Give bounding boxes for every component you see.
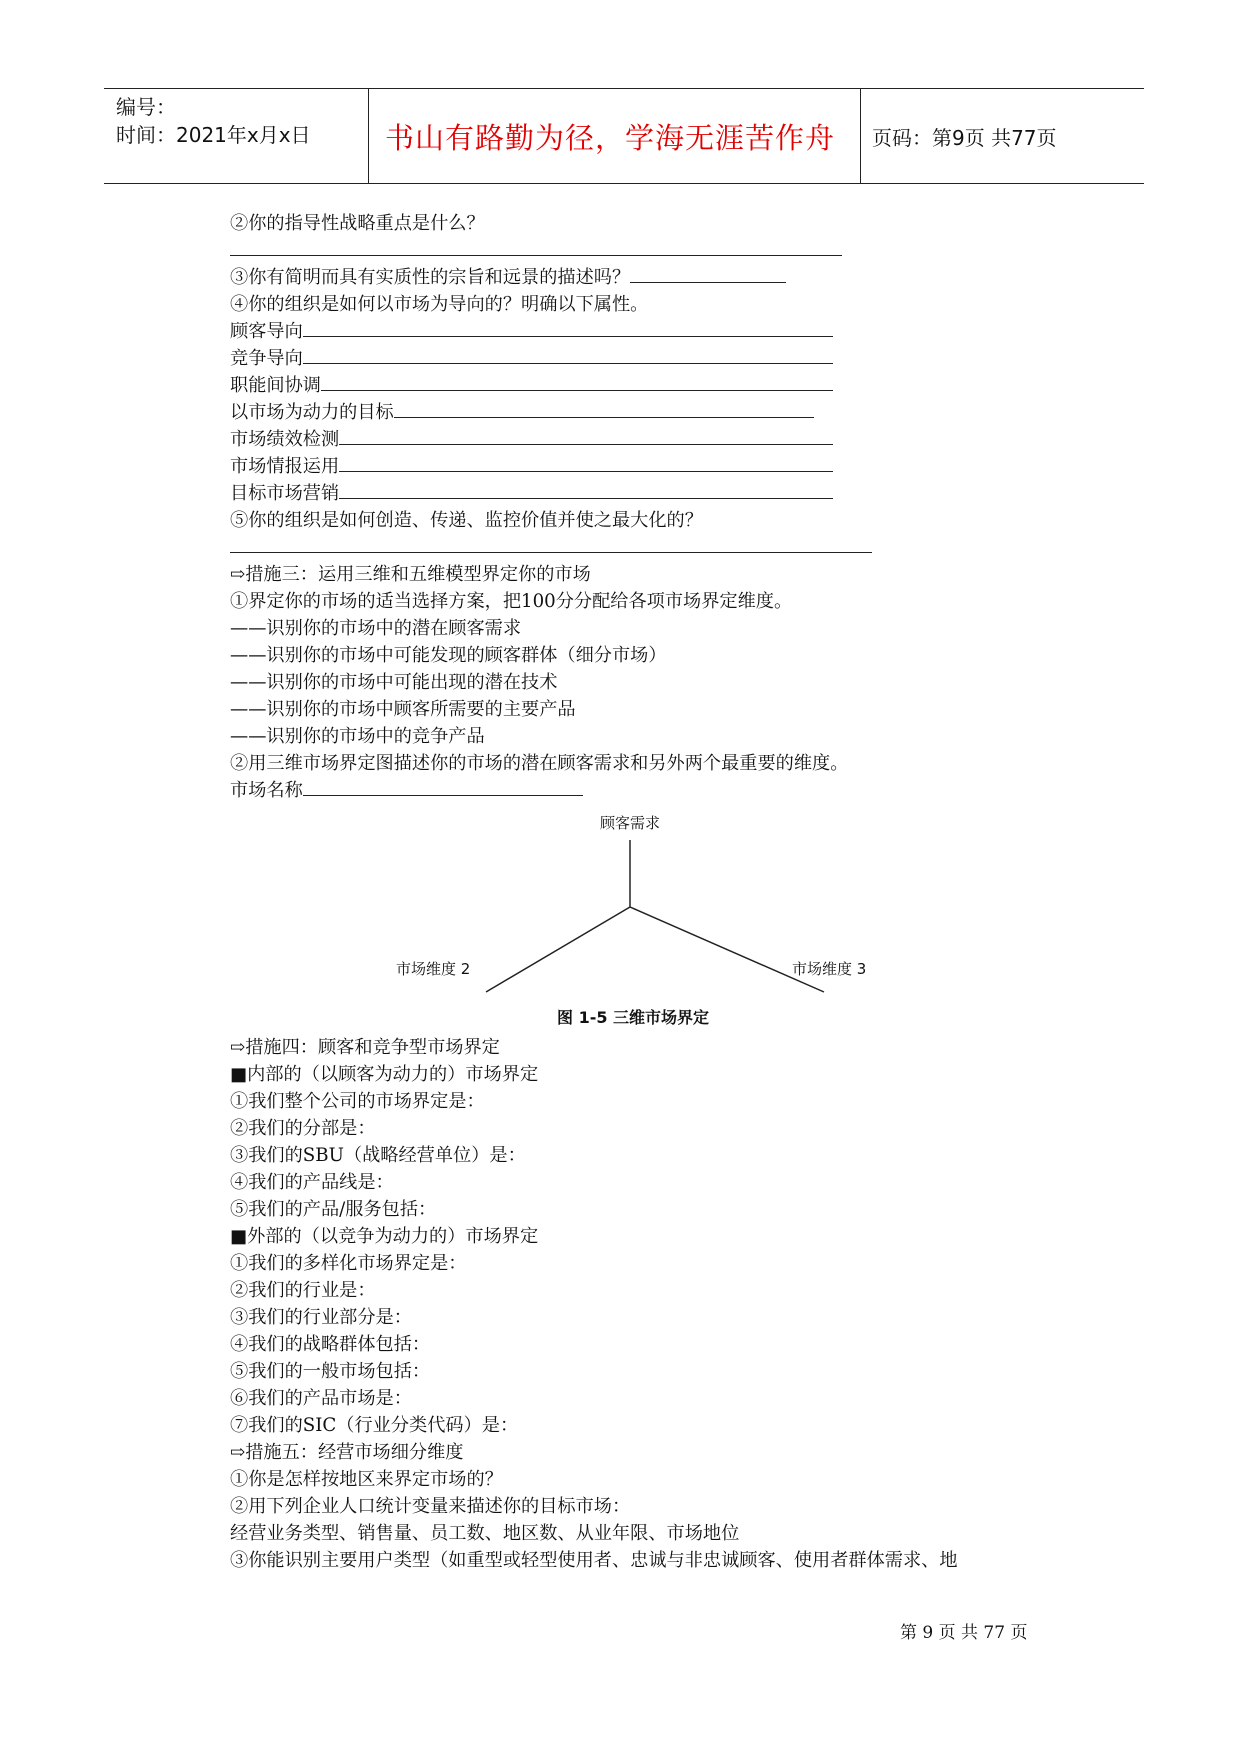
text-line: 顾客导向 (230, 318, 1110, 345)
text-line: 以市场为动力的目标 (230, 399, 1110, 426)
text-line: ②用三维市场界定图描述你的市场的潜在顾客需求和另外两个最重要的维度。 (230, 753, 849, 774)
page-footer: 第 9 页 共 77 页 (900, 1623, 1028, 1643)
text-line: ④我们的产品线是： (230, 1172, 394, 1193)
text-line: ⑤你的组织是如何创造、传递、监控价值并使之最大化的？ (230, 510, 703, 531)
document-body (230, 210, 1110, 1574)
text-line: ④你的组织是如何以市场为导向的？明确以下属性。 (230, 294, 649, 315)
text-line: 竞争导向 (230, 345, 1110, 372)
text-line: 市场绩效检测 (230, 426, 1110, 453)
page-code: 页码：第9页 共77页 (872, 125, 1057, 150)
text-line: ——识别你的市场中顾客所需要的主要产品 (230, 699, 576, 720)
diagram-top-label: 顾客需求 (600, 814, 661, 832)
figure-caption: 图 1-5 三维市场界定 (557, 1008, 710, 1027)
text-line: ①你是怎样按地区来界定市场的？ (230, 1469, 503, 1490)
header-left-cell (116, 93, 366, 149)
text-line: 职能间协调 (230, 372, 1110, 399)
text-line: ①我们的多样化市场界定是： (230, 1253, 467, 1274)
text-line: 目标市场营销 (230, 480, 1110, 507)
text-line: ——识别你的市场中可能出现的潜在技术 (230, 672, 558, 693)
text-line: 市场名称 (230, 777, 1110, 804)
diagram-left-label: 市场维度 2 (396, 960, 471, 978)
text-line: ——识别你的市场中可能发现的顾客群体（细分市场） (230, 645, 667, 666)
text-line: ——识别你的市场中的竞争产品 (230, 726, 485, 747)
blank-line (230, 534, 1110, 561)
text-line: ②你的指导性战略重点是什么？ (230, 213, 485, 234)
text-line: ⇨措施五：经营市场细分维度 (230, 1442, 464, 1463)
text-line: ②用下列企业人口统计变量来描述你的目标市场： (230, 1496, 631, 1517)
header-divider (368, 89, 369, 183)
text-line: ⇨措施四：顾客和竞争型市场界定 (230, 1037, 500, 1058)
header-divider (860, 89, 861, 183)
text-line: ■外部的（以竞争为动力的）市场界定 (230, 1226, 539, 1247)
motto: 书山有路勤为径，学海无涯苦作舟 (384, 120, 835, 155)
three-dimension-diagram (230, 804, 1110, 1034)
page-header (104, 88, 1144, 184)
diagram-right-label: 市场维度 3 (792, 960, 867, 978)
text-line: ②我们的分部是： (230, 1118, 376, 1139)
text-line: ⇨措施三：运用三维和五维模型界定你的市场 (230, 564, 591, 585)
text-line: ③你有简明而具有实质性的宗旨和远景的描述吗？ (230, 264, 1110, 291)
time-label: 时间：2021年x月x日 (116, 123, 311, 147)
number-label: 编号： (116, 95, 176, 119)
text-line: ③我们的SBU（战略经营单位）是： (230, 1145, 526, 1166)
text-line: ①界定你的市场的适当选择方案，把100分分配给各项市场界定维度。 (230, 591, 793, 612)
text-line: ——识别你的市场中的潜在顾客需求 (230, 618, 522, 639)
text-line: ①我们整个公司的市场界定是： (230, 1091, 485, 1112)
text-line: ■内部的（以顾客为动力的）市场界定 (230, 1064, 539, 1085)
text-line: 市场情报运用 (230, 453, 1110, 480)
text-line: ⑦我们的SIC（行业分类代码）是： (230, 1415, 519, 1436)
text-line: ⑤我们的产品/服务包括： (230, 1199, 437, 1220)
text-line: ④我们的战略群体包括： (230, 1334, 431, 1355)
diagram-lines (230, 804, 1110, 1034)
text-line: ③你能识别主要用户类型（如重型或轻型使用者、忠诚与非忠诚顾客、使用者群体需求、地 (230, 1550, 958, 1571)
text-line: ⑥我们的产品市场是： (230, 1388, 412, 1409)
text-line: ⑤我们的一般市场包括： (230, 1361, 431, 1382)
blank-line (230, 237, 1110, 264)
text-line: ③我们的行业部分是： (230, 1307, 412, 1328)
text-line: ②我们的行业是： (230, 1280, 376, 1301)
text-line: 经营业务类型、销售量、员工数、地区数、从业年限、市场地位 (230, 1523, 740, 1544)
